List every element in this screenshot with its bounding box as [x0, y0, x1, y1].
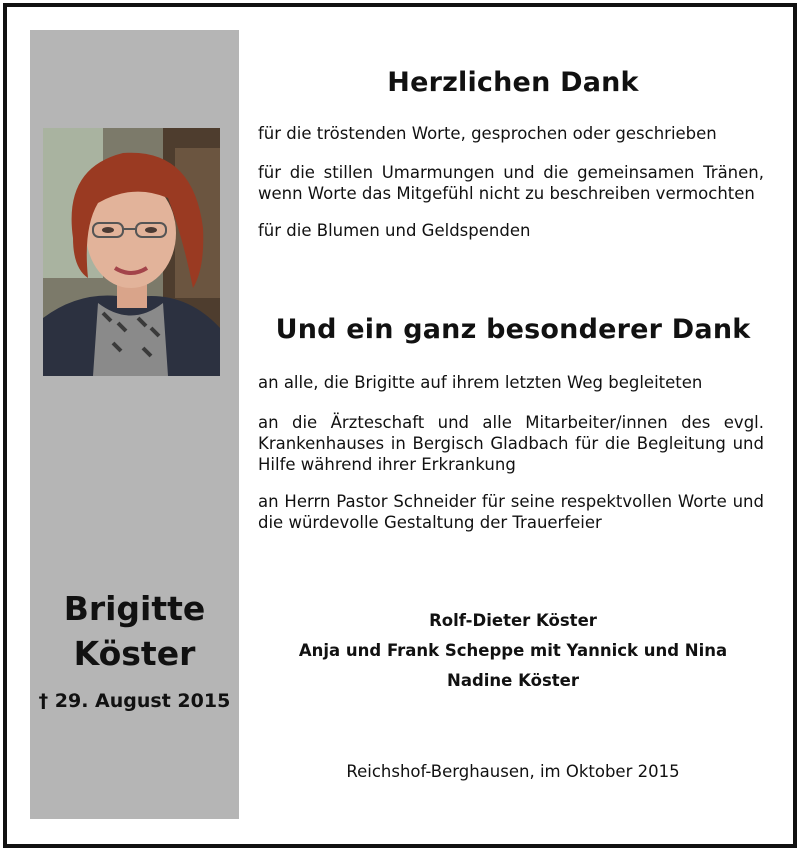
deceased-first-name: Brigitte: [63, 589, 206, 628]
signatory: Nadine Köster: [447, 671, 579, 690]
thanks-line: für die stillen Umarmungen und die gemeinsamen Tränen, wenn Worte das Mitgefühl nicht zu beschreiben vermochten: [258, 163, 764, 203]
special-thanks-line: an Herrn Pastor Schneider für seine respektvollen Worte und die würdevolle Gestaltung der Trauerfeier: [258, 492, 764, 532]
signatory: Anja und Frank Scheppe mit Yannick und Nina: [298, 641, 728, 660]
death-date: † 29. August 2015: [38, 690, 231, 712]
portrait-photo: [43, 128, 220, 376]
thanks-line: für die tröstenden Worte, gesprochen oder geschrieben: [258, 124, 717, 143]
signatory: Rolf-Dieter Köster: [429, 611, 597, 630]
place-and-date: Reichshof-Berghausen, im Oktober 2015: [346, 762, 680, 781]
thanks-line: für die Blumen und Geldspenden: [258, 221, 531, 240]
special-thanks-line: an die Ärzteschaft und alle Mitarbeiter/innen des evgl. Krankenhauses in Bergisch Gladbach für die Begleitung und Hilfe während ihrer Erkrankung: [258, 413, 764, 474]
special-thanks-line: an alle, die Brigitte auf ihrem letzten Weg begleiteten: [258, 373, 703, 392]
thanks-heading: Herzlichen Dank: [387, 67, 639, 98]
special-thanks-heading: Und ein ganz besonderer Dank: [275, 314, 751, 345]
deceased-last-name: Köster: [73, 634, 196, 673]
deceased-name-block: [30, 586, 239, 712]
portrait-image: [43, 128, 220, 376]
